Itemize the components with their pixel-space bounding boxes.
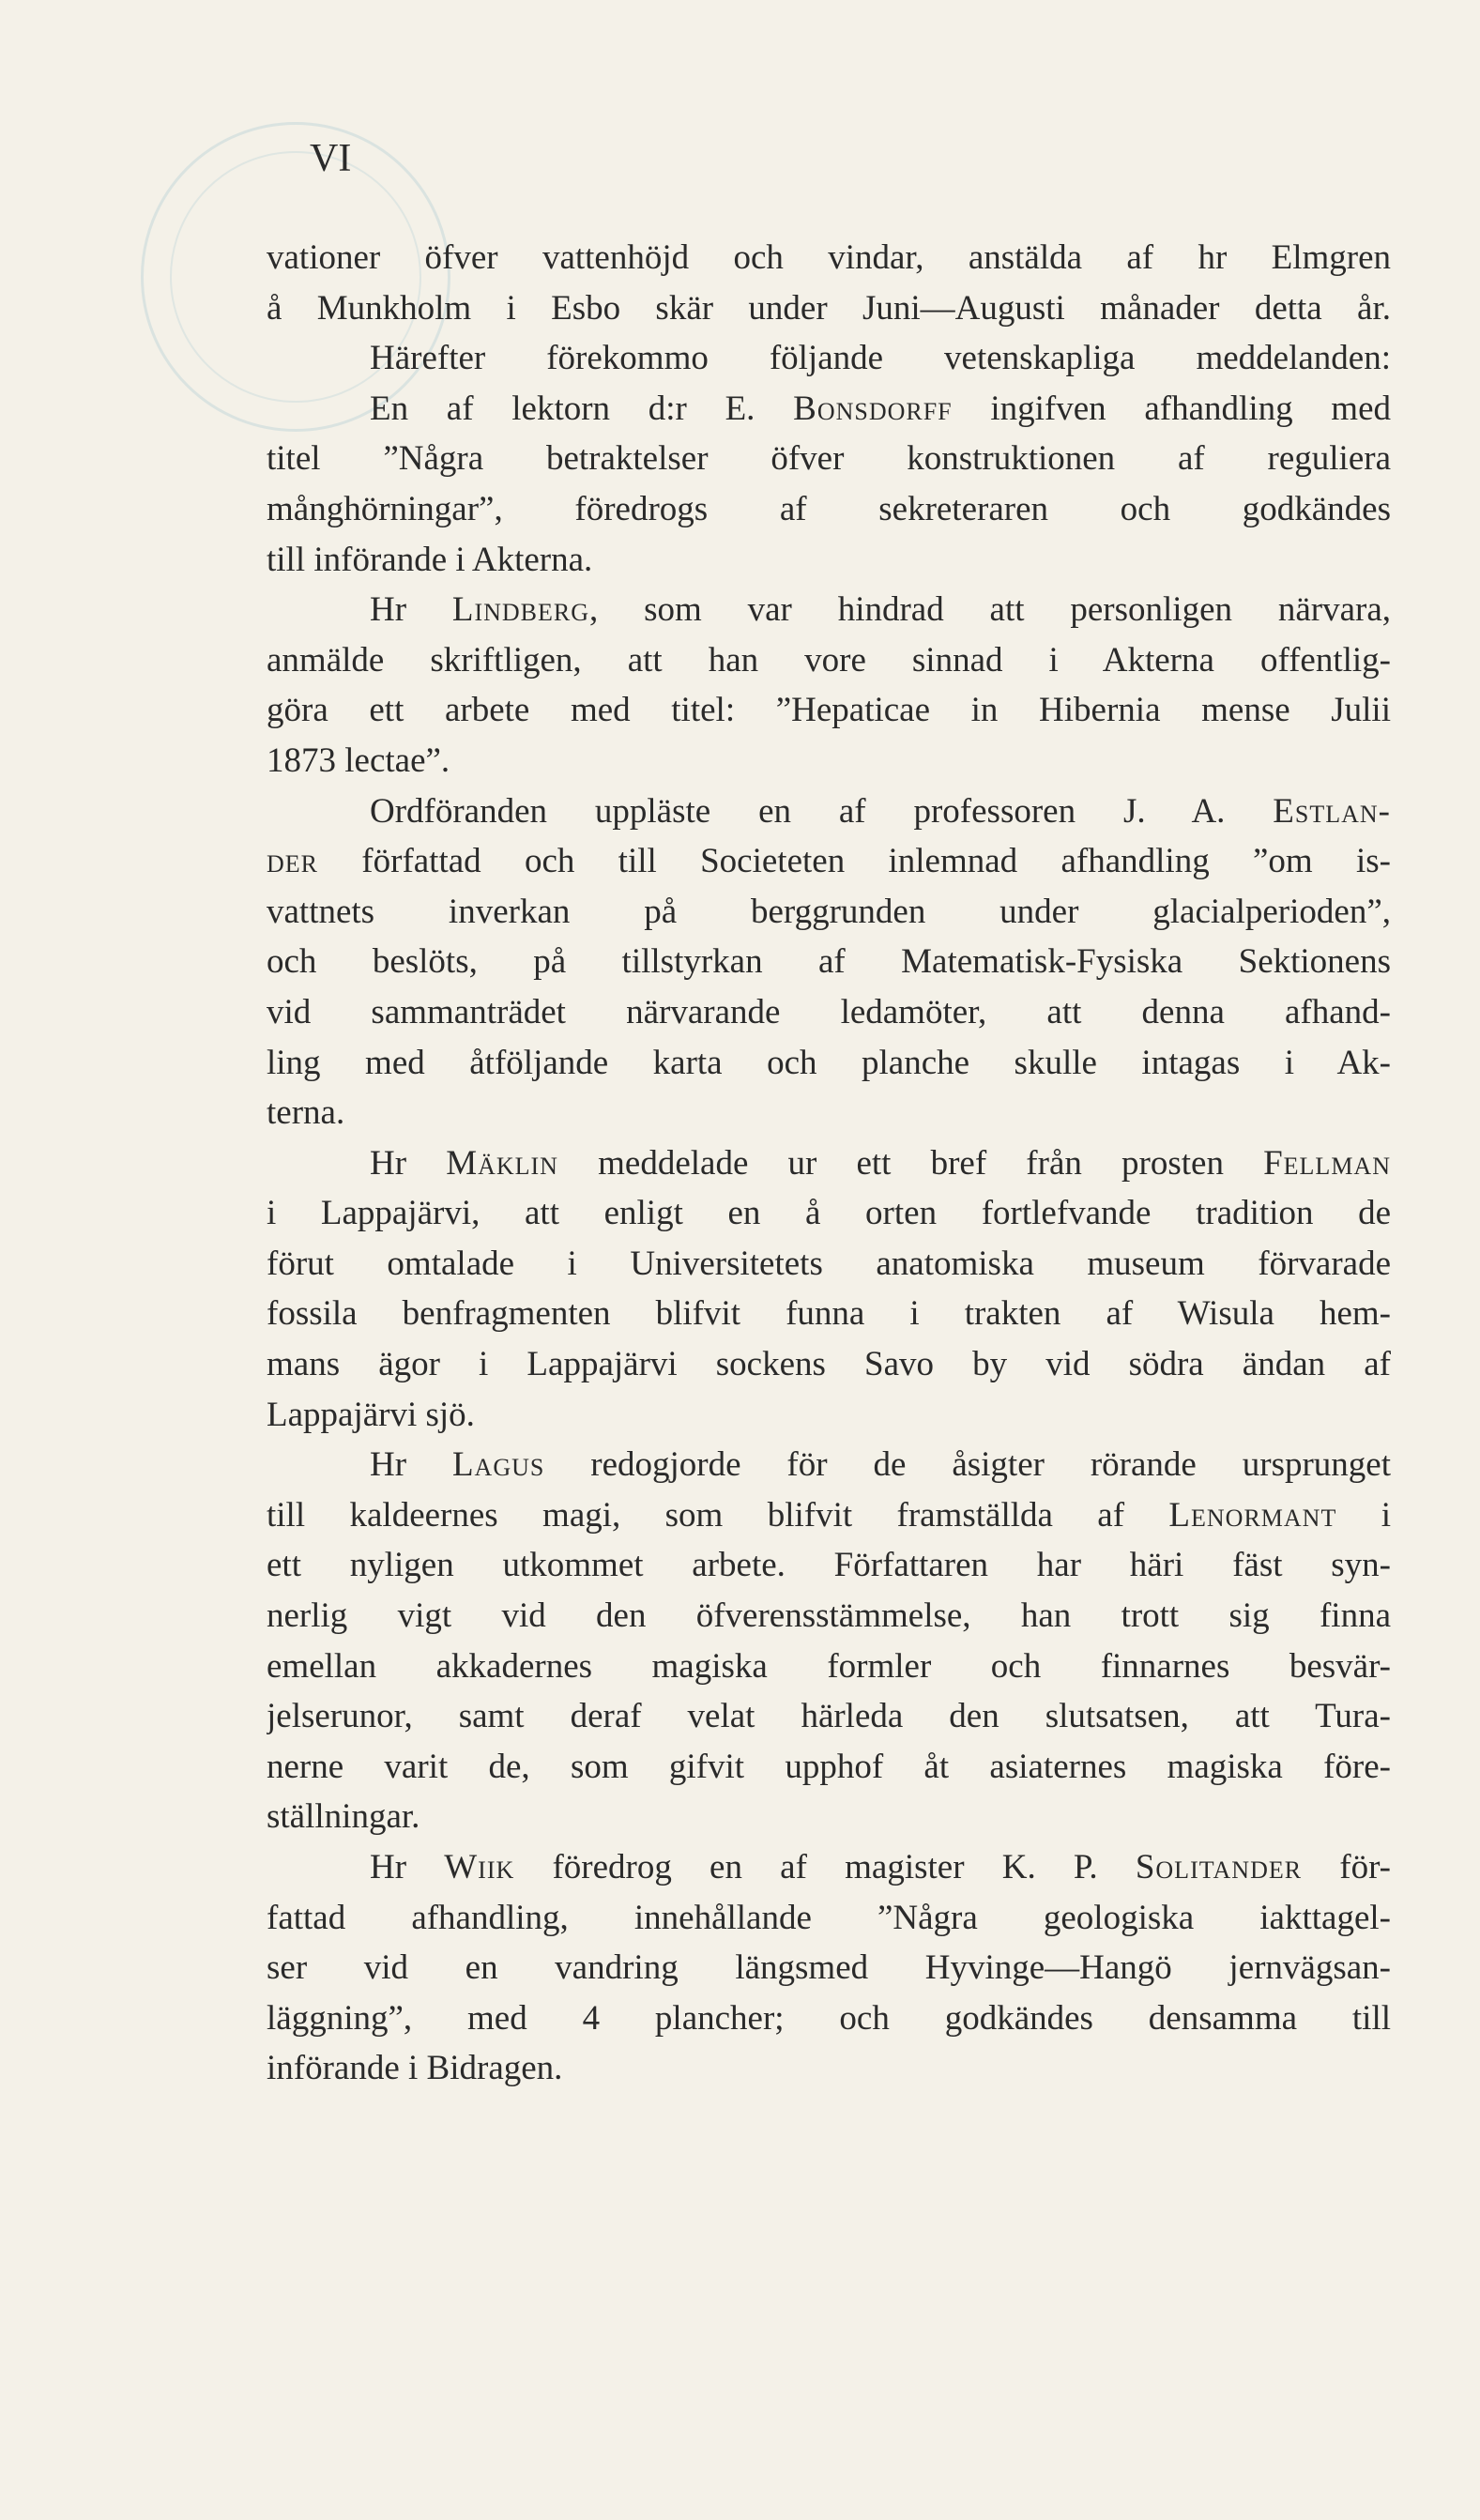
text-line <box>267 283 1391 334</box>
body-text <box>267 233 1391 2094</box>
text-line <box>267 836 1391 887</box>
text-run: Hr <box>370 1848 445 1886</box>
text-run: ling med åtföljande karta och planche skulle intagas i Ak- <box>267 1043 1391 1082</box>
text-line <box>267 937 1391 987</box>
text-line <box>267 635 1391 686</box>
text-run: förut omtalade i Universitetets anatomiska museum förvarade <box>267 1244 1391 1283</box>
text-line <box>267 1893 1391 1944</box>
text-run: vid sammanträdet närvarande ledamöter, att denna afhand- <box>267 992 1391 1031</box>
text-run: vattnets inverkan på berggrunden under glacialperioden”, <box>267 892 1391 931</box>
text-line <box>267 1993 1391 2044</box>
text-line <box>267 1490 1391 1541</box>
person-name: der <box>267 842 318 881</box>
text-run: till införande i Akterna. <box>267 540 593 579</box>
text-line <box>267 787 1391 837</box>
text-run: månghörningar”, föredrogs af sekreteraren och godkändes <box>267 489 1391 528</box>
text-run: och beslöts, på tillstyrkan af Matematisk-Fysiska Sektionens <box>267 942 1391 982</box>
text-line <box>267 987 1391 1038</box>
text-run: fattad afhandling, innehållande ”Några geologiska iakttagel- <box>267 1898 1391 1937</box>
text-line <box>267 1642 1391 1692</box>
text-line <box>267 685 1391 736</box>
text-run: jelserunor, samt deraf velat härleda den slutsatsen, att Tura- <box>267 1697 1391 1736</box>
text-line <box>267 736 1391 787</box>
text-run: En af lektorn d:r E. <box>370 389 794 428</box>
person-name: Solitander <box>1135 1848 1303 1886</box>
text-run: i <box>1336 1495 1391 1535</box>
text-line <box>267 1390 1391 1441</box>
text-run: nerlig vigt vid den öfverensstämmelse, han trott sig finna <box>267 1596 1391 1636</box>
text-run: författad och till Societeten inlemnad afhandling ”om is- <box>318 842 1391 881</box>
text-run: Hr <box>370 1143 447 1183</box>
text-run: ingifven afhandling med <box>952 389 1391 428</box>
person-name: Estlan- <box>1273 791 1391 831</box>
text-run: göra ett arbete med titel: ”Hepaticae in Hibernia mense Julii <box>267 691 1391 730</box>
text-line <box>267 484 1391 535</box>
text-run: Härefter förekommo följande vetenskapliga meddelanden: <box>370 339 1391 378</box>
text-run: föredrog en af magister K. P. <box>514 1848 1136 1886</box>
text-line <box>267 585 1391 635</box>
text-line <box>267 1038 1391 1089</box>
text-run: Lappajärvi sjö. <box>267 1395 475 1434</box>
text-run: terna. <box>267 1093 345 1133</box>
text-line <box>267 1088 1391 1138</box>
text-run: ett nyligen utkommet arbete. Författaren har häri fäst syn- <box>267 1546 1391 1585</box>
person-name: Fellman <box>1263 1143 1391 1183</box>
text-run: Ordföranden uppläste en af professoren J. A. <box>370 791 1274 831</box>
text-line <box>267 434 1391 484</box>
text-run: i Lappajärvi, att enligt en å orten fortlefvande tradition de <box>267 1194 1391 1233</box>
text-line <box>267 384 1391 435</box>
text-line <box>267 1440 1391 1490</box>
text-line <box>267 887 1391 938</box>
text-line <box>267 1339 1391 1390</box>
text-line <box>267 1742 1391 1793</box>
text-run: Hr <box>370 590 452 630</box>
text-line <box>267 1138 1391 1189</box>
text-run: nerne varit de, som gifvit upphof åt asiaternes magiska före- <box>267 1747 1391 1786</box>
text-run: titel ”Några betraktelser öfver konstruktionen af reguliera <box>267 439 1391 479</box>
person-name: Lagus <box>451 1445 545 1485</box>
page-number: VI <box>310 137 352 180</box>
text-run: å Munkholm i Esbo skär under Juni—Augusti månader detta år. <box>267 288 1391 328</box>
text-line <box>267 1540 1391 1591</box>
text-run: läggning”, med 4 plancher; och godkändes densamma till <box>267 1998 1391 2038</box>
text-run: ställningar. <box>267 1797 420 1837</box>
text-line <box>267 1289 1391 1339</box>
text-line <box>267 1792 1391 1842</box>
text-run: vationer öfver vattenhöjd och vindar, anstälda af hr Elmgren <box>267 238 1391 277</box>
text-run: emellan akkadernes magiska formler och finnarnes besvär- <box>267 1646 1391 1686</box>
text-line <box>267 2043 1391 2094</box>
person-name: Bonsdorff <box>793 389 953 428</box>
text-run: fossila benfragmenten blifvit funna i trakten af Wisula hem- <box>267 1294 1391 1334</box>
text-run: , som var hindrad att personligen närvara, <box>589 590 1391 630</box>
text-line <box>267 1691 1391 1742</box>
text-line <box>267 535 1391 586</box>
text-run: för- <box>1302 1848 1391 1886</box>
person-name: Mäklin <box>446 1143 558 1183</box>
text-line <box>267 1943 1391 1993</box>
text-run: Hr <box>370 1445 452 1485</box>
text-run: ser vid en vandring längsmed Hyvinge—Hangö jernvägsan- <box>267 1948 1391 1988</box>
text-run: redogjorde för de åsigter rörande ursprunget <box>544 1445 1391 1485</box>
text-run: mans ägor i Lappajärvi sockens Savo by vid södra ändan af <box>267 1345 1391 1384</box>
person-name: Lenormant <box>1168 1495 1337 1535</box>
text-line <box>267 1188 1391 1239</box>
text-run: till kaldeernes magi, som blifvit framställda af <box>267 1495 1169 1535</box>
text-line <box>267 1842 1391 1893</box>
text-run: 1873 lectae”. <box>267 741 450 780</box>
text-line <box>267 1239 1391 1290</box>
person-name: Wiik <box>444 1848 515 1886</box>
text-run: meddelade ur ett bref från prosten <box>557 1143 1264 1183</box>
text-line <box>267 333 1391 384</box>
text-run: införande i Bidragen. <box>267 2049 563 2088</box>
text-line <box>267 1591 1391 1642</box>
person-name: Lindberg <box>451 590 590 630</box>
text-run: anmälde skriftligen, att han vore sinnad i Akterna offentlig- <box>267 640 1391 680</box>
text-line <box>267 233 1391 283</box>
